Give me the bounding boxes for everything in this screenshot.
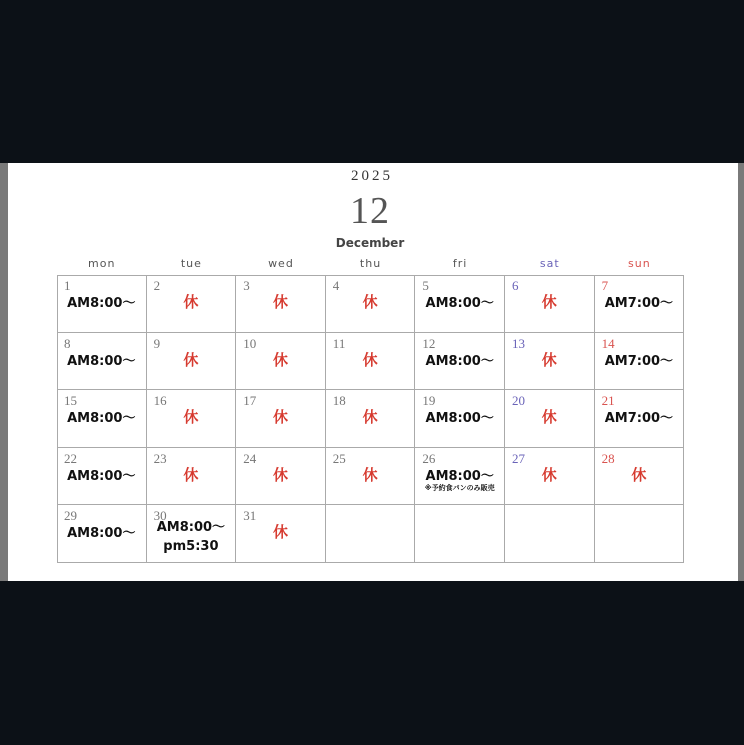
business-hours: AM8:00〜 (67, 468, 136, 484)
empty-cell (595, 505, 685, 563)
day-number: 20 (512, 393, 525, 409)
day-cell-15 (57, 390, 147, 448)
weekday-tue: tue (180, 257, 202, 270)
day-number: 26 (422, 450, 436, 466)
weekday-sun: sun (628, 257, 651, 270)
day-number: 4 (332, 278, 340, 293)
day-number: 21 (601, 393, 615, 409)
day-number: 12 (422, 335, 436, 351)
closed-mark: 休 (541, 408, 557, 427)
day-number: 18 (332, 393, 346, 409)
business-hours: AM7:00〜 (604, 353, 674, 369)
year-label: 2025 (351, 168, 393, 184)
day-number: 8 (64, 335, 71, 351)
business-hours: AM8:00〜 (425, 296, 494, 311)
business-hours: AM8:00〜 (67, 296, 136, 311)
weekday-thu: thu (359, 257, 382, 270)
closed-mark: 休 (272, 293, 288, 311)
weekday-header (57, 257, 684, 273)
business-hours (147, 518, 236, 556)
day-cell-2 (147, 275, 237, 333)
closed-mark: 休 (541, 465, 557, 484)
day-cell-3 (236, 275, 326, 333)
day-cell-31 (236, 505, 326, 563)
closed-mark: 休 (541, 350, 557, 369)
day-cell-24 (236, 448, 326, 506)
closed-mark: 休 (272, 350, 288, 369)
day-cell-5 (415, 275, 505, 333)
day-cell-9 (147, 333, 237, 391)
opening-time: AM8:00〜 (156, 520, 226, 536)
day-number: 24 (243, 450, 257, 466)
business-hours: AM8:00〜 (67, 353, 136, 369)
bottom-letterbox (0, 581, 744, 745)
day-cell-14 (595, 333, 685, 391)
empty-cell (415, 505, 505, 563)
day-number: 5 (422, 278, 429, 293)
closed-mark: 休 (183, 408, 199, 427)
day-number: 13 (512, 335, 525, 351)
month-name: December (335, 236, 405, 250)
closed-mark: 休 (183, 465, 199, 484)
day-cell-4 (326, 275, 416, 333)
day-cell-8 (57, 333, 147, 391)
month-number: 12 (350, 190, 390, 232)
day-number: 17 (243, 393, 257, 409)
day-number: 30 (153, 508, 167, 524)
day-number: 31 (243, 508, 257, 524)
day-number: 10 (243, 335, 257, 351)
empty-cell (505, 505, 595, 563)
day-number: 7 (601, 278, 609, 293)
reservation-note: ※予約食パンのみ販売 (424, 483, 495, 492)
top-letterbox (0, 0, 744, 163)
closed-mark: 休 (183, 293, 199, 311)
closed-mark: 休 (631, 465, 647, 484)
closed-mark: 休 (362, 293, 378, 311)
day-number: 19 (422, 393, 436, 409)
day-number: 15 (64, 393, 77, 409)
closed-mark: 休 (362, 408, 378, 427)
closed-mark: 休 (272, 523, 288, 542)
day-number: 29 (64, 508, 77, 524)
closed-mark: 休 (541, 293, 557, 311)
calendar-grid (57, 275, 684, 563)
day-cell-27 (505, 448, 595, 506)
day-cell-7 (595, 275, 685, 333)
day-cell-18 (326, 390, 416, 448)
day-number: 3 (243, 278, 250, 293)
day-cell-30 (147, 505, 237, 563)
weekday-mon: mon (88, 257, 116, 270)
closed-mark: 休 (272, 465, 288, 484)
business-hours: AM8:00〜 (67, 411, 136, 427)
business-hours: AM8:00〜 (425, 411, 494, 427)
day-cell-21 (595, 390, 685, 448)
day-cell-23 (147, 448, 237, 506)
calendar-card (0, 163, 744, 581)
day-cell-6 (505, 275, 595, 333)
day-number: 2 (153, 278, 161, 293)
business-hours: AM8:00〜 (425, 468, 494, 484)
day-number: 16 (153, 393, 167, 409)
day-number: 9 (153, 335, 161, 351)
right-frame-edge (738, 163, 744, 581)
left-frame-gap (8, 163, 10, 581)
business-hours: AM8:00〜 (67, 526, 136, 542)
day-cell-26 (415, 448, 505, 506)
day-number: 14 (601, 335, 615, 351)
day-number: 27 (512, 450, 525, 466)
day-cell-20 (505, 390, 595, 448)
closed-mark: 休 (362, 465, 378, 484)
day-cell-16 (147, 390, 237, 448)
day-cell-17 (236, 390, 326, 448)
day-number: 11 (332, 335, 346, 351)
left-frame-edge (0, 163, 8, 581)
day-number: 6 (512, 278, 519, 293)
day-number: 25 (332, 450, 346, 466)
day-cell-25 (326, 448, 416, 506)
closed-mark: 休 (183, 350, 199, 369)
business-hours: AM8:00〜 (425, 353, 494, 369)
weekday-sat: sat (539, 257, 560, 270)
day-cell-29 (57, 505, 147, 563)
closing-time: pm5:30 (163, 539, 219, 555)
empty-cell (326, 505, 416, 563)
day-number: 23 (153, 450, 167, 466)
day-cell-28 (595, 448, 685, 506)
day-cell-12 (415, 333, 505, 391)
closed-mark: 休 (362, 350, 378, 369)
day-number: 1 (64, 278, 71, 293)
weekday-fri: fri (452, 257, 468, 270)
day-number: 28 (601, 450, 615, 466)
day-cell-11 (326, 333, 416, 391)
day-cell-1 (57, 275, 147, 333)
weekday-wed: wed (268, 257, 294, 270)
business-hours: AM7:00〜 (604, 411, 674, 427)
day-cell-10 (236, 333, 326, 391)
day-cell-22 (57, 448, 147, 506)
day-number: 22 (64, 450, 77, 466)
day-cell-13 (505, 333, 595, 391)
business-hours: AM7:00〜 (604, 296, 674, 311)
day-cell-19 (415, 390, 505, 448)
closed-mark: 休 (272, 408, 288, 427)
